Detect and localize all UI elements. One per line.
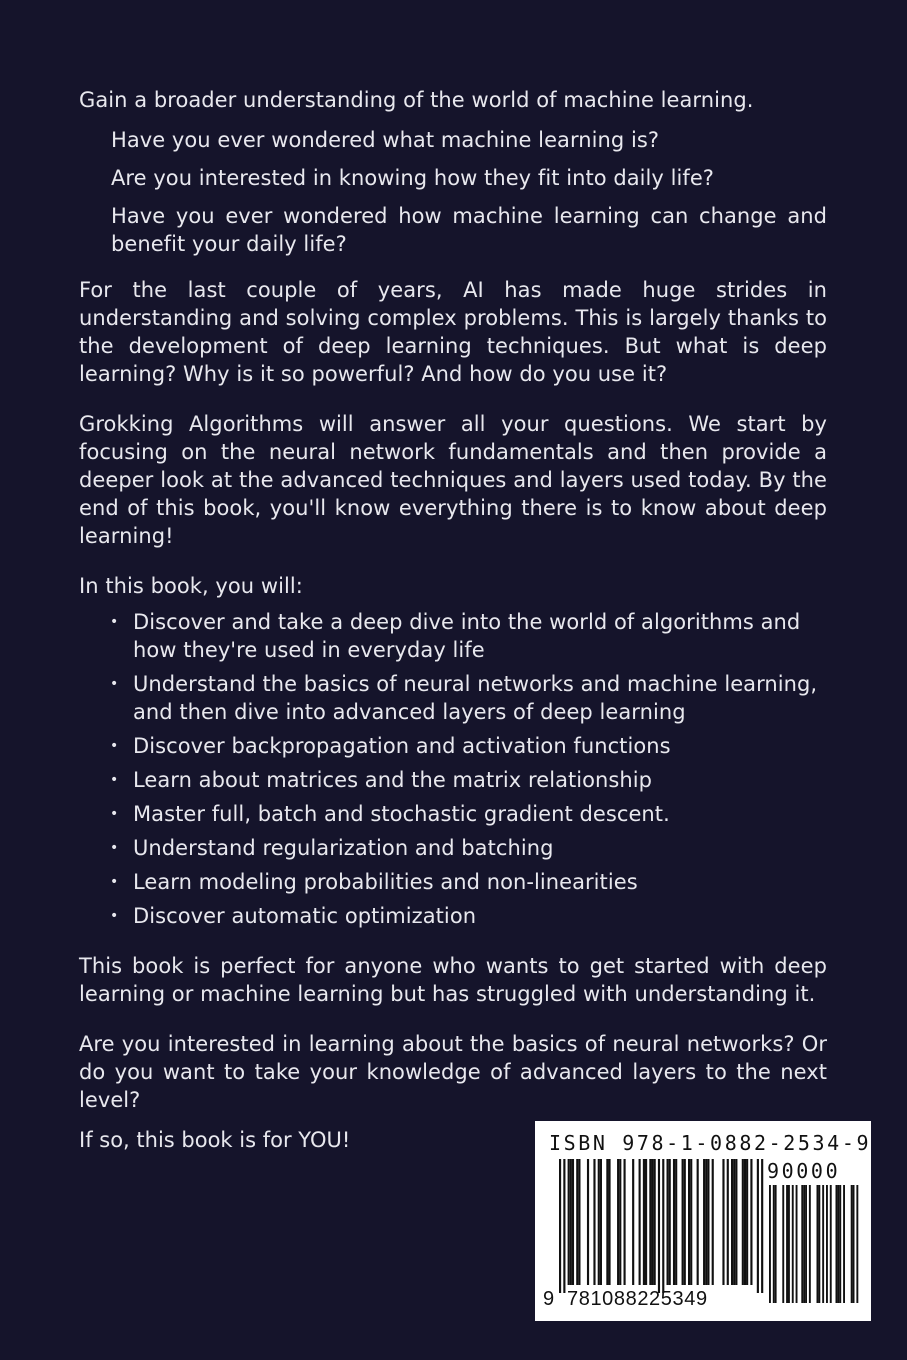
feature-item — [107, 868, 827, 896]
addon-bar — [786, 1185, 788, 1303]
barcode-bar — [593, 1159, 595, 1285]
addon-bar — [856, 1185, 858, 1303]
addon-bar — [782, 1185, 784, 1303]
bullet-icon: • — [110, 676, 119, 692]
barcode-bar — [733, 1159, 735, 1285]
barcode-bar — [697, 1159, 699, 1285]
addon-bar — [837, 1185, 839, 1303]
barcode-bar — [587, 1159, 589, 1285]
feature-text: Discover backpropagation and activation functions — [133, 734, 671, 758]
barcode-bar — [570, 1159, 572, 1285]
question-item: Have you ever wondered what machine learning is? — [111, 128, 660, 152]
barcode-bar — [572, 1159, 574, 1285]
addon-bar — [769, 1185, 771, 1303]
barcode-bar — [703, 1159, 705, 1285]
barcode-bar — [632, 1159, 634, 1285]
barcode-bar — [624, 1159, 626, 1285]
barcode-bar — [675, 1159, 677, 1285]
barcode-bar — [645, 1159, 647, 1285]
bullet-icon: • — [110, 614, 119, 630]
barcode-digits: 781088225349 — [567, 1288, 708, 1310]
feature-item — [107, 834, 827, 862]
barcode-bar — [667, 1159, 669, 1285]
addon-bar — [809, 1185, 811, 1303]
barcode-bar — [690, 1159, 692, 1285]
barcode-bar — [639, 1159, 641, 1285]
paragraph-audience: This book is perfect for anyone who wants to get started with deep learning or machine learning but has struggled with understanding it. — [79, 954, 827, 1006]
barcode-bar — [746, 1159, 748, 1285]
feature-text: Discover and take a deep dive into the world of algorithms and how they're used in everyday life — [133, 610, 801, 662]
paragraph-grokking: Grokking Algorithms will answer all your questions. We start by focusing on the neural network fundamentals and then provide a deeper look at the advanced techniques and layers used today. By the end of this book, you'll know everything there is to know about deep learning! — [79, 412, 827, 548]
feature-item — [107, 800, 827, 828]
barcode-bar — [684, 1159, 686, 1285]
barcode-bar — [559, 1159, 561, 1293]
barcode-bar — [673, 1159, 675, 1285]
feature-text: Master full, batch and stochastic gradient descent. — [133, 802, 670, 826]
barcode-bar — [742, 1159, 744, 1285]
addon-bar — [805, 1185, 807, 1303]
list-intro: In this book, you will: — [79, 574, 303, 598]
feature-item — [107, 608, 827, 664]
barcode-bar — [669, 1159, 671, 1285]
barcode-bar — [578, 1159, 580, 1285]
barcode-bar — [757, 1159, 759, 1293]
addon-bar — [853, 1185, 855, 1303]
addon-bar — [788, 1185, 790, 1303]
isbn-barcode — [535, 1121, 871, 1321]
barcode-bar — [744, 1159, 746, 1285]
barcode-bar — [598, 1159, 600, 1285]
bullet-icon: • — [110, 840, 119, 856]
barcode-bar — [750, 1159, 752, 1285]
addon-bar — [775, 1185, 777, 1303]
barcode-bar — [761, 1159, 763, 1293]
barcode-bar — [735, 1159, 737, 1285]
barcode-bar — [654, 1159, 656, 1285]
barcode-bar — [712, 1159, 714, 1285]
question-item: Have you ever wondered how machine learning can change and benefit your daily life? — [111, 204, 827, 256]
bullet-icon: • — [110, 738, 119, 754]
addon-bar — [803, 1185, 805, 1303]
feature-text: Understand the basics of neural networks and machine learning, and then dive into advanced layers of deep learning — [133, 672, 818, 724]
barcode-bar — [731, 1159, 733, 1285]
bullet-icon: • — [110, 908, 119, 924]
feature-item — [107, 732, 827, 760]
feature-item — [107, 902, 827, 930]
closing-line: If so, this book is for YOU! — [79, 1128, 351, 1152]
bullet-icon: • — [110, 772, 119, 788]
barcode-lead-digit: 9 — [543, 1288, 555, 1310]
question-item: Are you interested in knowing how they fit into daily life? — [111, 166, 715, 190]
addon-bar — [773, 1185, 775, 1303]
addon-bar — [836, 1185, 838, 1303]
barcode-bar — [727, 1159, 729, 1285]
bullet-icon: • — [110, 806, 119, 822]
barcode-bar — [707, 1159, 709, 1285]
barcode-bar — [651, 1159, 653, 1285]
barcode-bar — [722, 1159, 724, 1285]
feature-text: Discover automatic optimization — [133, 904, 477, 928]
addon-bar — [839, 1185, 841, 1303]
addon-bar — [801, 1185, 803, 1303]
addon-bar — [822, 1185, 824, 1303]
feature-item — [107, 670, 827, 726]
barcode-bar — [682, 1159, 684, 1285]
barcode-bar — [658, 1159, 660, 1293]
feature-text: Learn modeling probabilities and non-linearities — [133, 870, 638, 894]
barcode-bar — [643, 1159, 645, 1285]
feature-text: Understand regularization and batching — [133, 836, 554, 860]
barcode-bar — [619, 1159, 621, 1285]
intro-line: Gain a broader understanding of the world of machine learning. — [79, 88, 754, 112]
barcode-bar — [568, 1159, 570, 1285]
addon-bar — [851, 1185, 853, 1303]
barcode-bar — [608, 1159, 610, 1285]
price-code: 90000 — [767, 1159, 841, 1183]
addon-bar — [818, 1185, 820, 1303]
barcode-bar — [705, 1159, 707, 1285]
feature-item — [107, 766, 827, 794]
question-list — [111, 126, 827, 258]
barcode-bar — [662, 1159, 664, 1293]
addon-bar — [843, 1185, 845, 1303]
addon-bar — [830, 1185, 832, 1303]
barcode-bar — [600, 1159, 602, 1285]
feature-list — [107, 608, 827, 930]
barcode-bar — [563, 1159, 565, 1293]
barcode-bar — [649, 1159, 651, 1285]
barcode-bar — [576, 1159, 578, 1285]
barcode-bar — [617, 1159, 619, 1285]
paragraph-ai-strides: For the last couple of years, AI has made huge strides in understanding and solving complex problems. This is largely thanks to the development of deep learning techniques. But what is deep learning? Why is it so powerful? And how do you use it? — [79, 278, 827, 386]
addon-bar — [826, 1185, 828, 1303]
bullet-icon: • — [110, 874, 119, 890]
addon-bar — [792, 1185, 794, 1303]
paragraph-question: Are you interested in learning about the basics of neural networks? Or do you want to take your knowledge of advanced layers to the next level? — [79, 1032, 827, 1112]
isbn-label: ISBN 978-1-0882-2534-9 — [549, 1131, 872, 1155]
barcode-bar — [688, 1159, 690, 1285]
addon-bar — [817, 1185, 819, 1303]
barcode-bar — [606, 1159, 608, 1285]
description-text — [79, 86, 827, 1114]
addon-bar — [796, 1185, 798, 1303]
feature-text: Learn about matrices and the matrix relationship — [133, 768, 653, 792]
